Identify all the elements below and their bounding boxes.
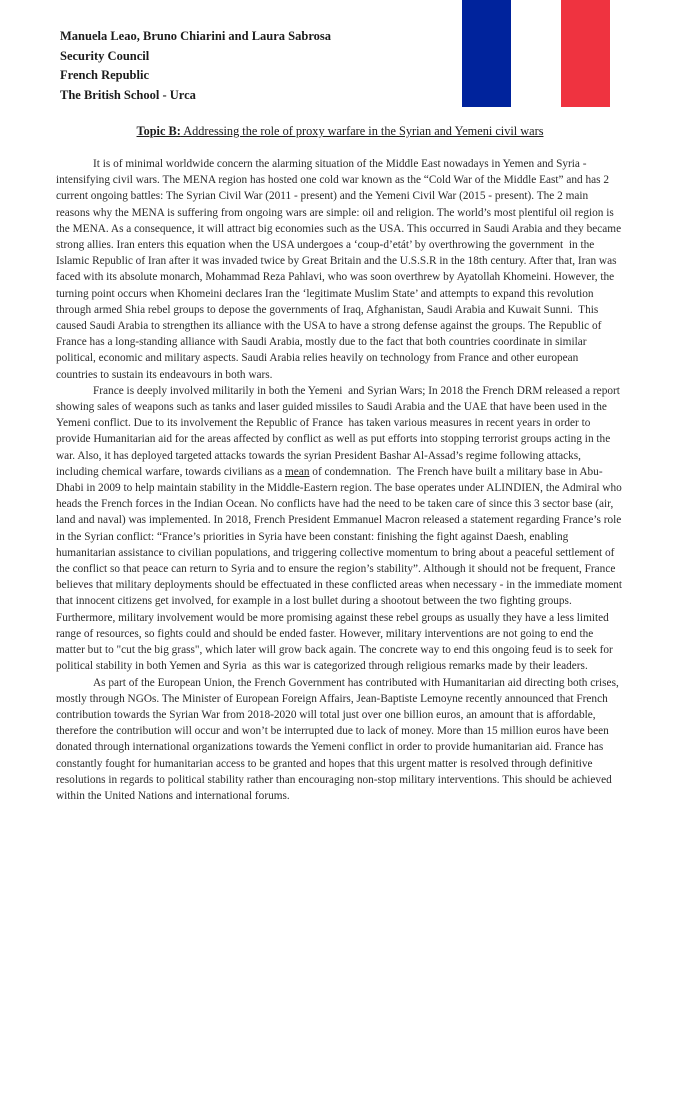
header-country: French Republic	[60, 68, 150, 82]
france-flag-icon	[462, 0, 610, 107]
document-body	[56, 156, 625, 804]
flag-red-stripe	[561, 0, 610, 107]
document-header	[60, 27, 450, 105]
paragraph-2-underlined-word: mean	[285, 465, 310, 478]
page-title-label: Topic B:	[136, 124, 181, 138]
paragraph-1: It is of minimal worldwide concern the alarming situation of the Middle East nowadays in Yemen and Syria - intensifying civil wars. The MENA region has hosted one cold war known as the “Cold War of the Middle East” and has 2 current ongoing battles: The Syrian Civil War (2011 - present) and the Yemeni Civil War (2015 - present). The 2 main reasons why the MENA is suffering from ongoing wars are simple: oil and religion. The world’s most plentiful oil region is the MENA. As a consequence, it will attract big economies such as the USA. This occurred in Saudi Arabia and they became strong allies. Iran enters this equation when the USA undergoes a ‘coup-d’etát’ by overthrowing the government in the Islamic Republic of Iran after it was invaded twice by Great Britain and the U.S.S.R in the 18th century. After that, Iran was faced with its absolute monarch, Mohammad Reza Pahlavi, who was soon overthrew by Ayatollah Khomeini. However, the turning point occurs when Khomeini declares Iran the ‘legitimate Muslim State’ and attempts to expand this revolution through armed Shia rebel groups to depose the governments of Iraq, Afghanistan, Saudi Arabia and Kuwait Sunni. This caused Saudi Arabia to strengthen its alliance with the USA to have a strong defense against the groups. The Republic of France has a long-standing alliance with Saudi Arabia, mostly due to the fact that both countries coordinate in similar political, economic and military aspects. Saudi Arabia relies heavily on technology from France and other european countries to sustain its endeavours in both wars.	[56, 158, 624, 381]
paragraph-3: As part of the European Union, the French Government has contributed with Humanitarian aid directing both crises, mostly through NGOs. The Minister of European Foreign Affairs, Jean-Baptiste Lemoyne recently announced that French contribution towards the Syrian War from 2018-2020 will total just over one billion euros, an amount that is affordable, therefore the contribution will occur and won’t be interrupted due to lack of money. More than 15 million euros have been donated through international organizations towards the Yemeni conflict in order to provide humanitarian aid. France has constantly fought for humanitarian access to be granted and hopes that this urgent matter is resolved through definitive resolutions in regards to political stability rather than encouraging non-stop military interventions. This should be achieved within the United Nations and international forums.	[56, 676, 622, 802]
header-school: The British School - Urca	[60, 87, 196, 102]
paragraph-2-after: of condemnation. The French have built a military base in Abu-Dhabi in 2009 to help maintain stability in the Middle-Eastern region. The base operates under ALINDIEN, the Admiral who heads the French forces in the Indian Ocean. No conflicts have had the need to be taken care of since this 3 sector base (air, land and naval) was implemented. In 2018, French President Emmanuel Macron released a statement regarding France’s role in the Syrian conflict: “France’s priorities in Syria have been constant: finishing the fight against Daesh, enabling humanitarian assistance to civilian populations, and triggering collective momentum to bring about a peaceful settlement of the conflict so that peace can return to Syria and to ensure the region’s stability”. Although it should not be frequent, France believes that military deployments should be effectuated in these conflicted areas when necessary - in the immediate moment that innocent citizens get involved, for example in a lost bullet during a shootout between the two fighting groups. Furthermore, military involvement would be more promising against these rebel groups as usually they have a less limited range of resources, so fights could and should be ended faster. However, military interventions are not going to end the matter but to "cut the big grass", which later will grow back again. The concrete way to end this ongoing feud is to seek for political stability in both Yemen and Syria as this war is categorized through religious remarks made by their leaders.	[56, 465, 625, 673]
paragraph-2	[56, 383, 625, 675]
paragraph-2-before: France is deeply involved militarily in both the Yemeni and Syrian Wars; In 2018 the French DRM released a report showing sales of weapons such as tanks and laser guided missiles to Saudi Arabia and the UAE that have been used in the Yemeni conflict. Due to its involvement the Republic of France has taken various measures in recent years in order to provide Humanitarian aid for the areas affected by conflict as well as put efforts into stopping terrorist groups acting in the war. Also, it has deployed targeted attacks towards the syrian President Bashar Al-Assad’s regime following attacks, including chemical warfare, towards civilians as a	[56, 384, 623, 478]
page-title	[40, 123, 640, 139]
flag-blue-stripe	[462, 0, 511, 107]
flag-white-stripe	[511, 0, 560, 107]
header-authors: Manuela Leao, Bruno Chiarini and Laura Sabrosa	[60, 29, 332, 43]
header-committee: Security Council	[60, 48, 150, 63]
page-title-text: Addressing the role of proxy warfare in the Syrian and Yemeni civil wars	[180, 124, 544, 138]
